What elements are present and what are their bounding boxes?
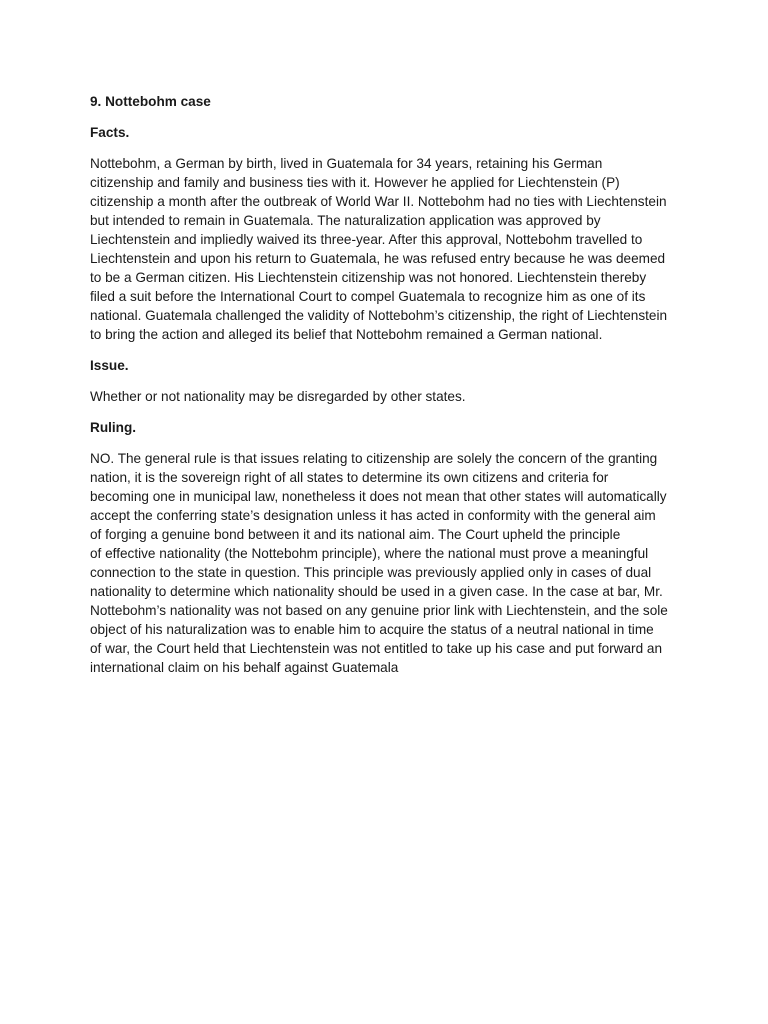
- facts-line: citizenship a month after the outbreak of World War II. Nottebohm had no ties with Liechtenstein: [90, 194, 667, 209]
- facts-line: but intended to remain in Guatemala. The naturalization application was approved by: [90, 213, 601, 228]
- ruling-line: accept the conferring state’s designation unless it has acted in conformity with the general aim: [90, 508, 656, 523]
- facts-line: Liechtenstein and upon his return to Guatemala, he was refused entry because he was deemed: [90, 251, 666, 266]
- ruling-line: becoming one in municipal law, nonetheless it does not mean that other states will automatically: [90, 489, 667, 504]
- document-title: 9. Nottebohm case: [90, 94, 211, 109]
- ruling-line: of forging a genuine bond between it and its national aim. The Court upheld the principle: [90, 527, 621, 542]
- facts-heading: Facts.: [90, 125, 130, 140]
- ruling-line: nation, it is the sovereign right of all states to determine its own citizens and criteria for: [90, 470, 609, 485]
- facts-line: Liechtenstein and impliedly waived its three-year. After this approval, Nottebohm travelled to: [90, 232, 643, 247]
- ruling-heading: Ruling.: [90, 420, 137, 435]
- facts-paragraph: [90, 154, 690, 344]
- ruling-line: of war, the Court held that Liechtenstein was not entitled to take up his case and put forward an: [90, 641, 663, 656]
- facts-line: Nottebohm, a German by birth, lived in Guatemala for 34 years, retaining his German: [90, 156, 603, 171]
- ruling-line: connection to the state in question. This principle was previously applied only in cases of dual: [90, 565, 652, 580]
- facts-line: citizenship and family and business ties with it. However he applied for Liechtenstein (P): [90, 175, 620, 190]
- issue-paragraph: [90, 387, 690, 406]
- facts-line: to bring the action and alleged its belief that Nottebohm remained a German national.: [90, 327, 603, 342]
- ruling-line: of effective nationality (the Nottebohm principle), where the national must prove a meaningful: [90, 546, 649, 561]
- ruling-line: nationality to determine which nationality should be used in a given case. In the case at bar, Mr.: [90, 584, 663, 599]
- ruling-line: Nottebohm’s nationality was not based on any genuine prior link with Liechtenstein, and the sole: [90, 603, 668, 618]
- ruling-line: object of his naturalization was to enable him to acquire the status of a neutral national in time: [90, 622, 654, 637]
- document-page: [90, 92, 690, 677]
- facts-line: filed a suit before the International Court to compel Guatemala to recognize him as one of its: [90, 289, 646, 304]
- issue-heading: Issue.: [90, 358, 129, 373]
- ruling-line: international claim on his behalf against Guatemala: [90, 660, 399, 675]
- facts-line: to be a German citizen. His Liechtenstein citizenship was not honored. Liechtenstein thereby: [90, 270, 647, 285]
- ruling-line: NO. The general rule is that issues relating to citizenship are solely the concern of the granting: [90, 451, 658, 466]
- issue-line: Whether or not nationality may be disregarded by other states.: [90, 389, 466, 404]
- ruling-paragraph: [90, 449, 690, 677]
- facts-line: national. Guatemala challenged the validity of Nottebohm’s citizenship, the right of Liechtenstein: [90, 308, 668, 323]
